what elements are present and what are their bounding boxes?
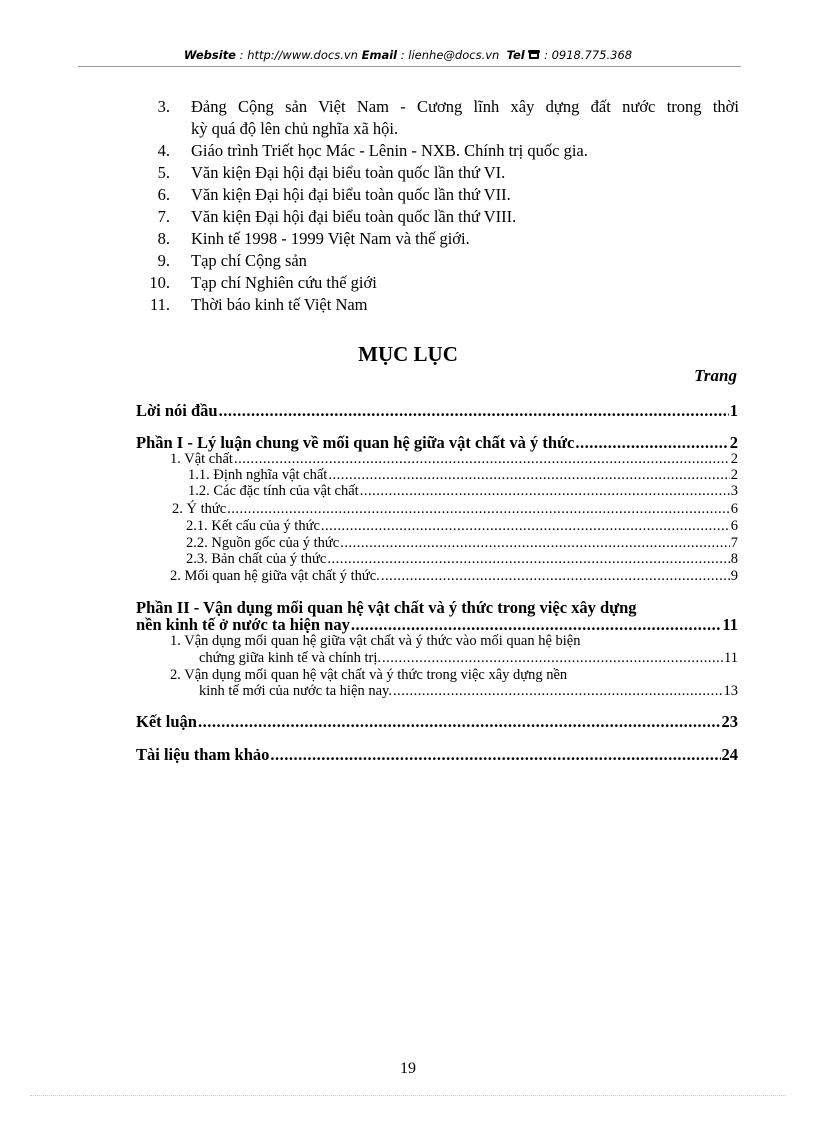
toc-entry-dac-tinh[interactable]: 1.2. Các đặc tính của vật chất ..... 3 [188,483,738,500]
page-header: Website : http://www.docs.vn Email : lienhe@docs.vn Tel : 0918.775.368 [183,48,633,62]
list-text-cont: kỳ quá độ lên chủ nghĩa xã hội. [191,119,399,138]
list-number: 8. [157,229,170,248]
toc-entry-phan-2[interactable]: nền kinh tế ở nước ta hiện nay ..... 11 [136,615,738,635]
list-number: 10. [149,273,170,292]
page-number: 19 [400,1060,416,1077]
toc-entry-moi-quan-he[interactable]: 2. Mối quan hệ giữa vật chất ý thức. ..... 9 [170,568,738,585]
toc-entry-ket-cau[interactable]: 2.1. Kết cấu của ý thức ..... 6 [186,518,738,535]
list-number: 7. [157,207,170,226]
toc-entry-van-dung-1[interactable]: chứng giữa kinh tế và chính trị. ..... 11 [199,650,738,667]
list-number: 5. [157,163,170,182]
list-number: 11. [149,295,170,314]
list-number: 6. [157,185,170,204]
list-number: 9. [157,251,170,270]
list-text: Kinh tế 1998 - 1999 Việt Nam và thế giới. [191,229,470,248]
phone-icon [528,49,540,60]
email-label: Email [361,48,398,62]
toc-entry-loi-noi-dau[interactable]: Lời nói đầu ..... 1 [136,401,738,421]
list-item [0,206,816,228]
list-text: Tạp chí Nghiên cứu thế giới [191,273,377,292]
list-item [0,228,816,250]
toc-entry-ket-luan[interactable]: Kết luận ..... 23 [136,712,738,732]
toc-entry-phan-1[interactable]: Phần I - Lý luận chung về mối quan hệ giữa vật chất và ý thức ..... 2 [136,433,738,453]
toc-entry-nguon-goc[interactable]: 2.2. Nguồn gốc của ý thức ..... 7 [186,535,738,552]
tel-label: Tel [506,48,525,62]
list-item [0,162,816,184]
tel-value: 0918.775.368 [551,48,633,62]
list-item [0,294,816,316]
reference-list [0,96,816,316]
email-link[interactable]: lienhe@docs.vn [408,48,500,62]
toc-entry-vat-chat[interactable]: 1. Vật chất ..... 2 [170,451,738,468]
list-item [0,96,816,140]
toc-entry-van-dung-2[interactable]: kinh tế mới của nước ta hiện nay. ..... 13 [199,683,738,700]
header-divider [78,66,741,67]
list-text: Văn kiện Đại hội đại biểu toàn quốc lần thứ VII. [191,185,511,204]
toc-title: MỤC LỤC [358,342,458,366]
toc-page-label: Trang [694,366,737,385]
list-text: Thời báo kinh tế Việt Nam [191,295,368,314]
footer-divider [30,1095,786,1096]
list-text: Đảng Cộng sản Việt Nam - Cương lĩnh xây dựng đất nước trong thời [191,97,739,116]
list-text: Văn kiện Đại hội đại biểu toàn quốc lần thứ VI. [191,163,506,182]
website-label: Website [183,48,236,62]
list-item [0,140,816,162]
toc-entry-van-dung-1-line1: 1. Vận dụng mối quan hệ giữa vật chất và ý thức vào mối quan hệ biện [170,633,581,649]
website-link[interactable]: http://www.docs.vn [247,48,358,62]
toc-entry-van-dung-2-line1: 2. Vận dụng mối quan hệ vật chất và ý thức trong việc xây dựng nền [170,667,568,683]
list-text: Giáo trình Triết học Mác - Lênin - NXB. Chính trị quốc gia. [191,141,588,160]
list-text: Văn kiện Đại hội đại biểu toàn quốc lần thứ VIII. [191,207,517,226]
list-item [0,272,816,294]
toc-entry-y-thuc[interactable]: 2. Ý thức ..... 6 [172,501,738,518]
list-text: Tạp chí Cộng sản [191,251,307,270]
toc-entry-phan-2-line1: Phần II - Vận dụng mối quan hệ vật chất và ý thức trong việc xây dựng [136,598,637,617]
list-number: 4. [157,141,170,160]
toc-entry-dinh-nghia[interactable]: 1.1. Định nghĩa vật chất ..... 2 [188,467,738,484]
list-item [0,250,816,272]
list-number: 3. [157,97,170,116]
toc-entry-ban-chat[interactable]: 2.3. Bản chất của ý thức ..... 8 [186,551,738,568]
list-item [0,184,816,206]
toc-entry-tai-lieu[interactable]: Tài liệu tham khảo ..... 24 [136,745,738,765]
